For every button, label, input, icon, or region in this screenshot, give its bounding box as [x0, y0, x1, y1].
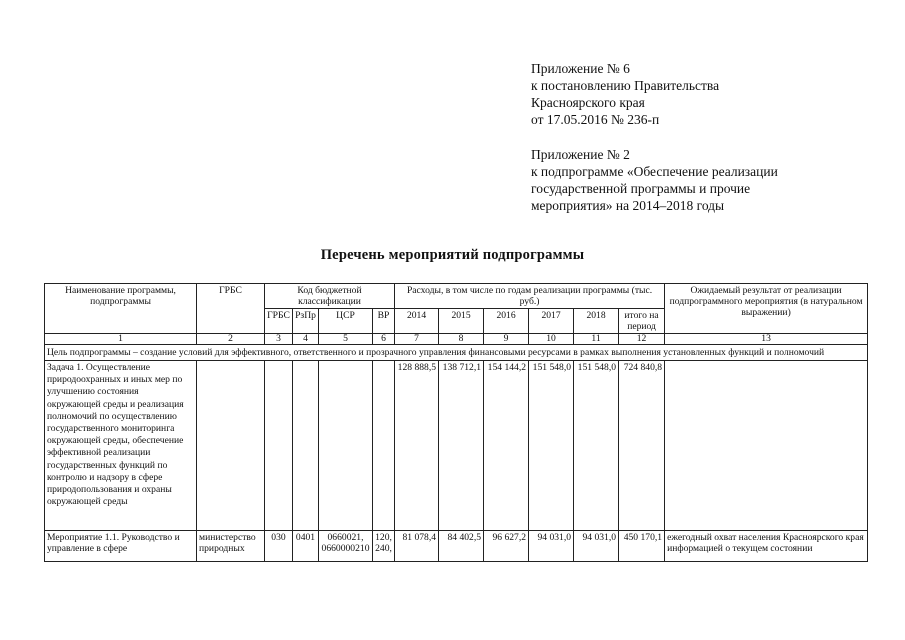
event-1-1-grbs-code: 030 — [265, 531, 293, 562]
task-1-2015: 138 712,1 — [439, 361, 484, 531]
col-number: 6 — [373, 334, 395, 345]
col-number: 2 — [197, 334, 265, 345]
task-1-rzpr — [293, 361, 319, 531]
header-grbs-code: ГРБС — [265, 309, 293, 334]
col-number: 5 — [319, 334, 373, 345]
header-name: Наименование программы, подпрограммы — [45, 284, 197, 334]
col-number: 4 — [293, 334, 319, 345]
appendix-line: к подпрограмме «Обеспечение реализации — [531, 164, 778, 179]
header-2016: 2016 — [484, 309, 529, 334]
goal-text: Цель подпрограммы – создание условий для эффективного, ответственного и прозрачного управления финансовыми ресурсами в рамках выполнения установленных функций и полномочий — [45, 345, 868, 361]
header-grbs: ГРБС — [197, 284, 265, 334]
appendix-line: Приложение № 6 — [531, 61, 630, 76]
header-row-1 — [45, 284, 868, 309]
event-1-1-2017: 94 031,0 — [529, 531, 574, 562]
header-rzpr: РзПр — [293, 309, 319, 334]
task-1-2017: 151 548,0 — [529, 361, 574, 531]
task-1-total: 724 840,8 — [619, 361, 665, 531]
appendix-6-block — [531, 60, 719, 128]
event-1-1-2016: 96 627,2 — [484, 531, 529, 562]
task-1-grbs — [197, 361, 265, 531]
task-1-name: Задача 1. Осуществление природоохранных и иных мер по улучшению состояния окружающей среды и реализация полномочий по осуществлению государственного мониторинга окружающей среды, обеспечение эффективной реализации государственных функций по контролю и надзору в сфере природопользования и охраны окружающей среды — [45, 361, 197, 531]
event-1-1-grbs: министерство природных — [197, 531, 265, 562]
header-2017: 2017 — [529, 309, 574, 334]
document-title: Перечень мероприятий подпрограммы — [320, 247, 585, 263]
event-1-1-2015: 84 402,5 — [439, 531, 484, 562]
task-1-result — [665, 361, 868, 531]
header-total: итого на период — [619, 309, 665, 334]
col-number: 9 — [484, 334, 529, 345]
task-1-2018: 151 548,0 — [574, 361, 619, 531]
event-1-1-vr: 120, 240, — [373, 531, 395, 562]
event-1-1-result: ежегодный охват населения Красноярского края информацией о текущем состоянии — [665, 531, 868, 562]
task-1-row — [45, 361, 868, 531]
column-numbers-row — [45, 334, 868, 345]
col-number: 12 — [619, 334, 665, 345]
col-number: 3 — [265, 334, 293, 345]
header-csr: ЦСР — [319, 309, 373, 334]
event-1-1-2018: 94 031,0 — [574, 531, 619, 562]
event-1-1-2014: 81 078,4 — [395, 531, 439, 562]
event-1-1-name: Мероприятие 1.1. Руководство и управление в сфере — [45, 531, 197, 562]
event-1-1-csr: 0660021, 0660000210 — [319, 531, 373, 562]
header-vr: ВР — [373, 309, 395, 334]
event-1-1-row — [45, 531, 868, 562]
appendix-line: Приложение № 2 — [531, 147, 630, 162]
event-1-1-total: 450 170,1 — [619, 531, 665, 562]
appendix-line: к постановлению Правительства — [531, 78, 720, 93]
task-1-2016: 154 144,2 — [484, 361, 529, 531]
appendix-line: от 17.05.2016 № 236-п — [531, 112, 660, 127]
col-number: 8 — [439, 334, 484, 345]
goal-row — [45, 345, 868, 361]
header-expenses-group: Расходы, в том числе по годам реализации программы (тыс. руб.) — [395, 284, 665, 309]
col-number: 7 — [395, 334, 439, 345]
task-1-csr — [319, 361, 373, 531]
header-2014: 2014 — [395, 309, 439, 334]
col-number: 10 — [529, 334, 574, 345]
appendix-line: государственной программы и прочие — [531, 181, 751, 196]
task-1-grbs-code — [265, 361, 293, 531]
task-1-2014: 128 888,5 — [395, 361, 439, 531]
event-1-1-rzpr: 0401 — [293, 531, 319, 562]
appendix-2-block — [531, 146, 778, 214]
header-result: Ожидаемый результат от реализации подпрограммного мероприятия (в натуральном выражении) — [665, 284, 868, 334]
header-2018: 2018 — [574, 309, 619, 334]
col-number: 11 — [574, 334, 619, 345]
appendix-line: Красноярского края — [531, 95, 645, 110]
header-code-group: Код бюджетной классификации — [265, 284, 395, 309]
task-1-vr — [373, 361, 395, 531]
header-2015: 2015 — [439, 309, 484, 334]
col-number: 13 — [665, 334, 868, 345]
appendix-line: мероприятия» на 2014–2018 годы — [531, 198, 725, 213]
measures-table — [44, 283, 868, 562]
col-number: 1 — [45, 334, 197, 345]
